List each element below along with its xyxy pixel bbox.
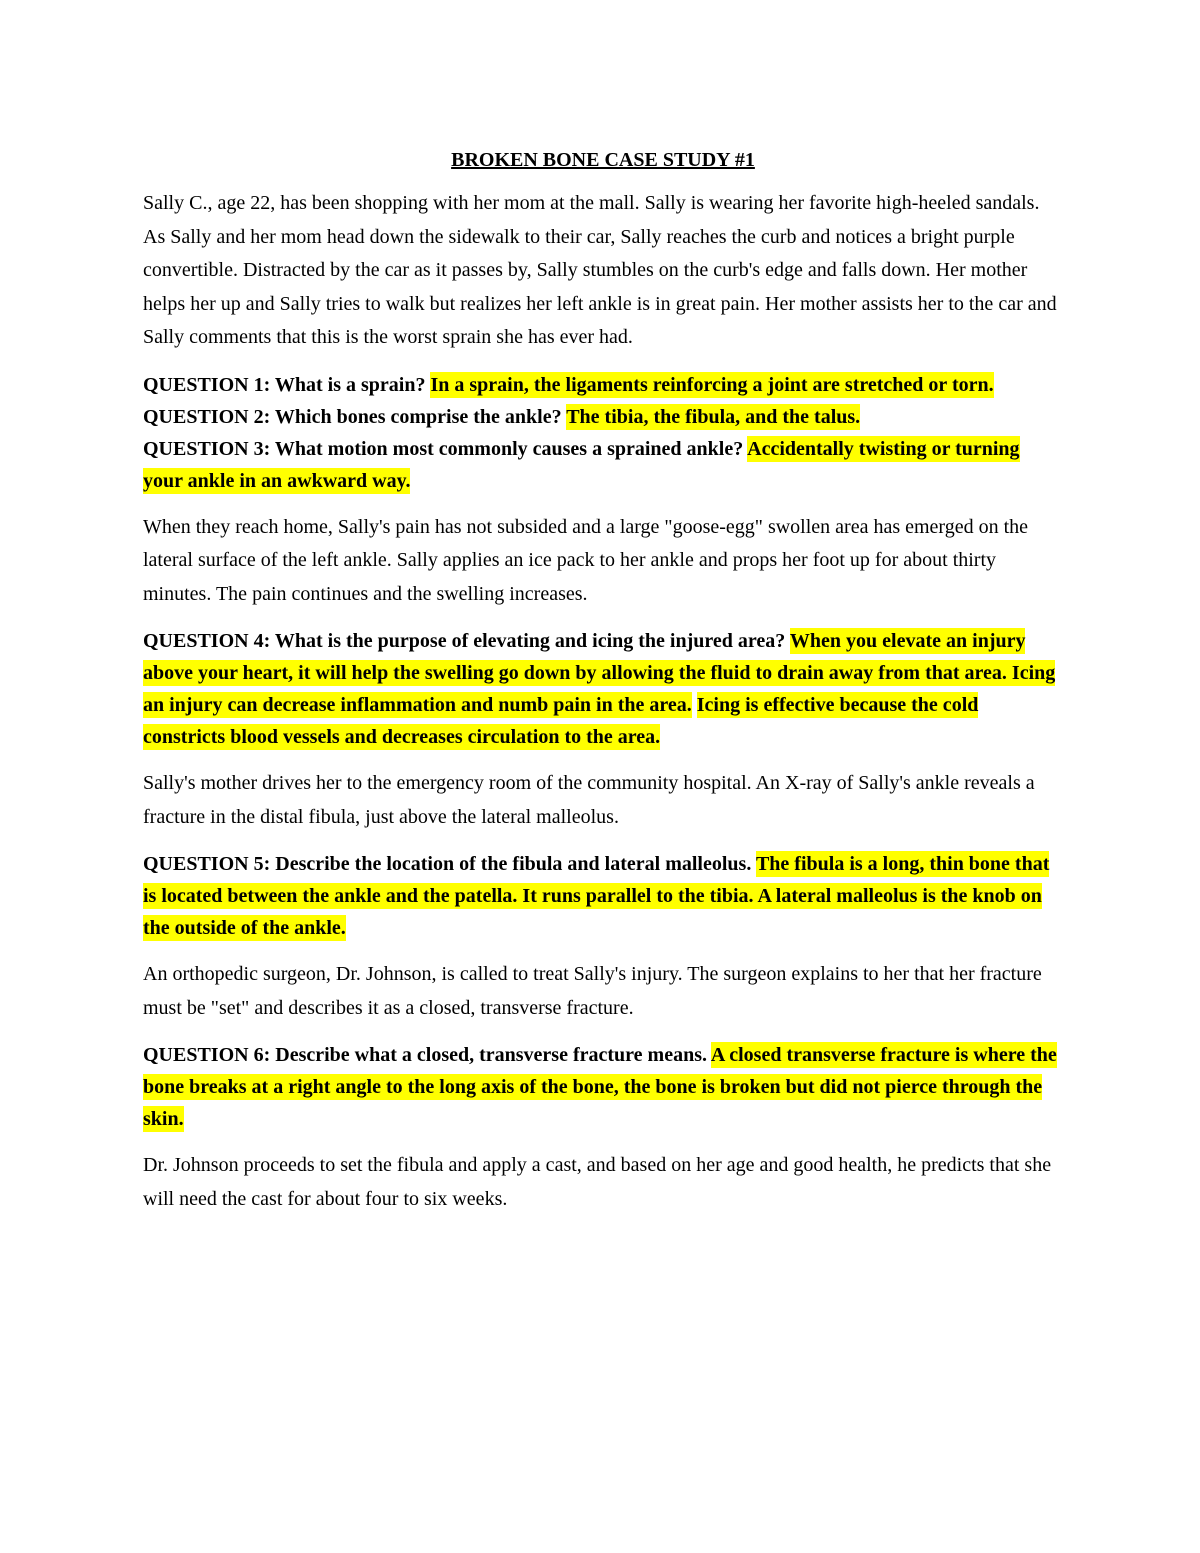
question-2 — [143, 401, 1063, 433]
question-3-text: QUESTION 3: What motion most commonly causes a sprained ankle? — [143, 437, 744, 460]
answer-3-highlight: Accidentally twisting or turning your ankle in an awkward way. — [143, 437, 1020, 492]
case-paragraph-2: When they reach home, Sally's pain has not subsided and a large "goose-egg" swollen area has emerged on the lateral surface of the left ankle. Sally applies an ice pack to her ankle and props her foot up for about thirty minutes. The pain continues and the swelling increases. — [143, 515, 1029, 605]
question-2-text: QUESTION 2: Which bones comprise the ankle? — [143, 405, 562, 428]
question-5-text: QUESTION 5: Describe the location of the fibula and lateral malleolus. — [143, 853, 752, 875]
answer-6-highlight: A closed transverse fracture is where the bone breaks at a right angle to the long axis of the bone, the bone is broken but did not pierce through the skin. — [143, 1044, 1057, 1130]
question-group-1-3 — [143, 369, 1063, 497]
question-group-6 — [143, 1039, 1063, 1135]
answer-2-highlight: The tibia, the fibula, and the talus. — [566, 405, 861, 428]
case-paragraph-4: An orthopedic surgeon, Dr. Johnson, is called to treat Sally's injury. The surgeon explains to her that her fracture must be "set" and describes it as a closed, transverse fracture. — [143, 963, 1042, 1019]
case-paragraph-3: Sally's mother drives her to the emergency room of the community hospital. An X-ray of Sally's ankle reveals a fracture in the distal fibula, just above the lateral malleolus. — [143, 772, 1035, 828]
answer-4-highlight-extra: Icing is effective because the cold constricts blood vessels and decreases circulation to the area. — [143, 694, 979, 748]
answer-1-highlight: In a sprain, the ligaments reinforcing a joint are stretched or torn. — [430, 373, 994, 396]
question-3 — [143, 433, 1063, 497]
case-paragraph-1: Sally C., age 22, has been shopping with her mom at the mall. Sally is wearing her favorite high-heeled sandals. As Sally and her mom head down the sidewalk to their car, Sally reaches the curb and notices a bright purple convertible. Distracted by the car as it passes by, Sally stumbles on the curb's edge and falls down. Her mother helps her up and Sally tries to walk but realizes her left ankle is in great pain. Her mother assists her to the car and Sally comments that this is the worst sprain she has ever had. — [143, 192, 1057, 348]
question-4 — [143, 625, 1063, 753]
question-6-text: QUESTION 6: Describe what a closed, transverse fracture means. — [143, 1044, 707, 1066]
document-content — [143, 143, 1063, 1230]
question-1-text: QUESTION 1: What is a sprain? — [143, 373, 426, 396]
question-group-4 — [143, 625, 1063, 753]
question-5 — [143, 848, 1063, 944]
question-1 — [143, 369, 1063, 401]
answer-5-highlight: The fibula is a long, thin bone that is located between the ankle and the patella. It runs parallel to the tibia. A lateral malleolus is the knob on the outside of the ankle. — [143, 853, 1050, 939]
answer-4-highlight: When you elevate an injury above your heart, it will help the swelling go down by allowing the fluid to drain away from that area. Icing an injury can decrease inflammation and numb pain in the area. — [143, 630, 1056, 716]
question-group-5 — [143, 848, 1063, 944]
question-6 — [143, 1039, 1063, 1135]
case-paragraph-5: Dr. Johnson proceeds to set the fibula and apply a cast, and based on her age and good health, he predicts that she will need the cast for about four to six weeks. — [143, 1154, 1052, 1210]
page-title: BROKEN BONE CASE STUDY #1 — [451, 149, 755, 171]
question-4-text: QUESTION 4: What is the purpose of elevating and icing the injured area? — [143, 630, 786, 652]
